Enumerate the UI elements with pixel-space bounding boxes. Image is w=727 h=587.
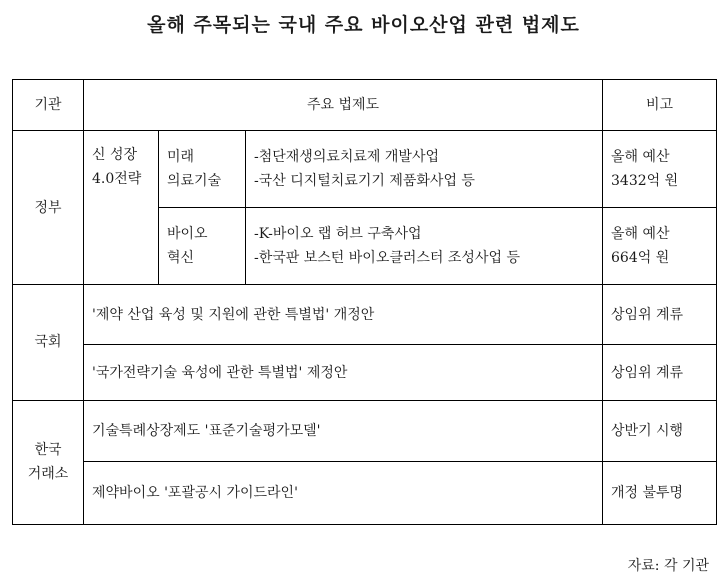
table-row — [13, 131, 717, 208]
note-line: 664억 원 — [611, 249, 670, 266]
category-cell — [159, 208, 246, 285]
law-cell: 제약바이오 '포괄공시 가이드라인' — [84, 462, 603, 525]
note-line: 올해 예산 — [611, 225, 670, 242]
header-row — [13, 80, 717, 131]
note-cell — [603, 131, 717, 208]
category-line: 혁신 — [167, 249, 195, 266]
law-cell — [246, 208, 603, 285]
table-row — [13, 284, 717, 345]
table-row — [13, 400, 717, 462]
law-cell: 기술특례상장제도 '표준기술평가모델' — [84, 400, 603, 462]
category-line: 바이오 — [167, 225, 208, 242]
org-line: 한국 — [34, 442, 62, 459]
law-item: -첨단재생의료치료제 개발사업 — [254, 149, 439, 166]
page-title: 올해 주목되는 국내 주요 바이오산업 관련 법제도 — [147, 14, 580, 36]
note-cell: 상임위 계류 — [603, 345, 717, 400]
law-cell: '국가전략기술 육성에 관한 특별법' 제정안 — [84, 345, 603, 400]
source-note: 자료: 각 기관 — [627, 558, 709, 574]
note-cell: 상임위 계류 — [603, 284, 717, 345]
org-government: 정부 — [13, 131, 84, 284]
law-item: -국산 디지털치료기기 제품화사업 등 — [254, 173, 475, 190]
note-cell: 상반기 시행 — [603, 400, 717, 462]
table-row — [13, 462, 717, 525]
org-exchange — [13, 400, 84, 524]
org-line: 거래소 — [27, 466, 69, 483]
note-cell: 개정 불투명 — [603, 462, 717, 525]
category-line: 미래 — [167, 149, 195, 166]
note-line: 올해 예산 — [611, 149, 670, 166]
org-assembly: 국회 — [13, 284, 84, 400]
strategy-cell — [84, 131, 159, 284]
law-item: -K-바이오 랩 허브 구축사업 — [254, 225, 422, 242]
regulation-table — [12, 79, 717, 525]
header-note: 비고 — [603, 80, 717, 131]
category-line: 의료기술 — [167, 173, 222, 190]
header-org: 기관 — [13, 80, 84, 131]
note-cell — [603, 208, 717, 285]
law-item: -한국판 보스턴 바이오클러스터 조성사업 등 — [254, 249, 520, 266]
note-line: 3432억 원 — [611, 173, 679, 190]
law-cell — [246, 131, 603, 208]
table-row — [13, 345, 717, 400]
category-cell — [159, 131, 246, 208]
strategy-line: 4.0전략 — [92, 171, 142, 188]
law-cell: '제약 산업 육성 및 지원에 관한 특별법' 개정안 — [84, 284, 603, 345]
strategy-line: 신 성장 — [92, 147, 138, 164]
header-law: 주요 법제도 — [84, 80, 603, 131]
